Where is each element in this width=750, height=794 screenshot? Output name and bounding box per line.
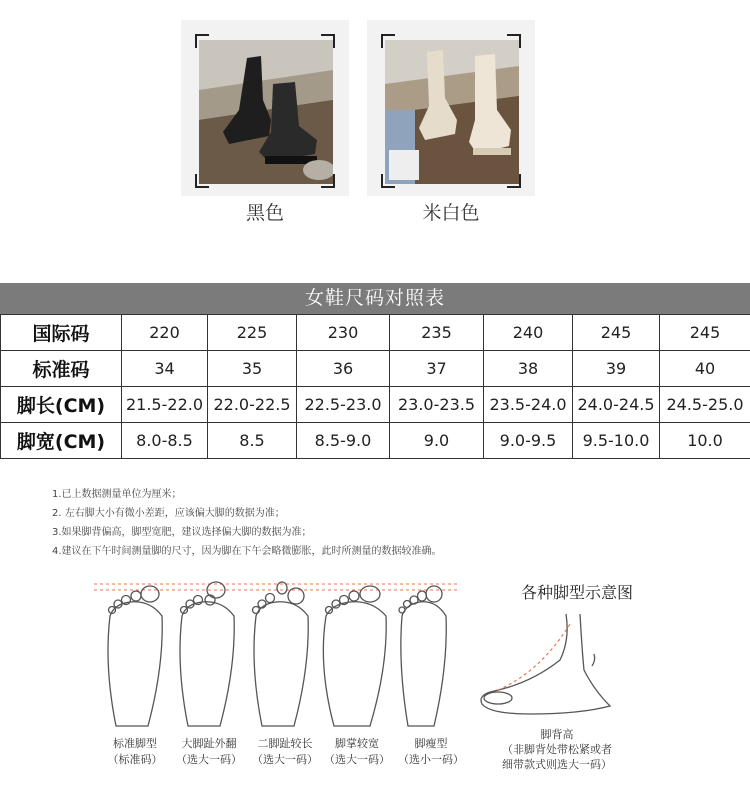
foot-type-advice: （标准码） [107, 753, 163, 766]
frame-corner [381, 34, 395, 48]
table-cell: 23.5-24.0 [484, 387, 573, 423]
foot-type-long-second-toe [245, 736, 325, 768]
frame-corner [195, 174, 209, 188]
black-boots-image [199, 40, 333, 184]
note-line: 4.建议在下午时间测量脚的尺寸，因为脚在下午会略微膨胀，此时所测量的数据较准确。 [52, 546, 442, 557]
instep-advice-line: 细带款式则选大一码） [502, 758, 612, 771]
foot-type-bunion [169, 736, 249, 768]
foot-type-advice: （选大一码） [176, 753, 242, 766]
foot-type-wide [317, 736, 397, 768]
color-label-beige: 米白色 [422, 202, 480, 224]
color-label-black: 黑色 [245, 202, 284, 224]
high-instep-label [483, 727, 631, 772]
table-cell: 22.0-22.5 [208, 387, 297, 423]
foot-type-thin [391, 736, 471, 768]
table-cell: 235 [390, 315, 484, 351]
foot-types-title: 各种脚型示意图 [521, 583, 634, 602]
table-cell: 9.0 [390, 423, 484, 459]
note-line: 1.已上数据测量单位为厘米； [52, 489, 182, 500]
table-cell: 8.5 [208, 423, 297, 459]
row-header: 脚长(CM) [1, 387, 122, 423]
table-cell: 23.0-23.5 [390, 387, 484, 423]
table-cell: 245 [573, 315, 660, 351]
instep-advice-line: （非脚背处带松紧或者 [502, 743, 612, 756]
size-chart-title: 女鞋尺码对照表 [0, 283, 750, 314]
product-photo-beige [367, 20, 535, 196]
table-cell: 40 [660, 351, 750, 387]
table-cell: 38 [484, 351, 573, 387]
table-cell: 24.0-24.5 [573, 387, 660, 423]
table-row [1, 351, 750, 387]
foot-type-name: 二脚趾较长 [257, 737, 313, 750]
table-cell: 240 [484, 315, 573, 351]
table-cell: 220 [122, 315, 208, 351]
table-cell: 36 [297, 351, 390, 387]
table-cell: 35 [208, 351, 297, 387]
table-cell: 8.0-8.5 [122, 423, 208, 459]
foot-type-standard [95, 736, 175, 768]
product-photo-black [181, 20, 349, 196]
frame-corner [321, 174, 335, 188]
frame-corner [321, 34, 335, 48]
table-cell: 10.0 [660, 423, 750, 459]
foot-type-name: 标准脚型 [113, 737, 157, 750]
note-line: 2. 左右脚大小有微小差距，应该偏大脚的数据为准； [52, 508, 285, 519]
foot-type-advice: （选大一码） [252, 753, 318, 766]
table-cell: 9.0-9.5 [484, 423, 573, 459]
instep-name: 脚背高 [540, 728, 574, 741]
size-chart-table [0, 314, 750, 459]
beige-boots-image [385, 40, 519, 184]
table-row [1, 315, 750, 351]
foot-type-advice: （选大一码） [324, 753, 390, 766]
foot-types-illustration [90, 576, 470, 736]
frame-corner [507, 34, 521, 48]
table-cell: 8.5-9.0 [297, 423, 390, 459]
row-header: 国际码 [1, 315, 122, 351]
table-cell: 230 [297, 315, 390, 351]
high-instep-illustration [470, 610, 630, 720]
table-cell: 34 [122, 351, 208, 387]
table-cell: 39 [573, 351, 660, 387]
foot-type-name: 大脚趾外翻 [181, 737, 237, 750]
table-cell: 225 [208, 315, 297, 351]
table-cell: 22.5-23.0 [297, 387, 390, 423]
row-header: 标准码 [1, 351, 122, 387]
table-cell: 9.5-10.0 [573, 423, 660, 459]
foot-type-name: 脚瘦型 [414, 737, 448, 750]
table-cell: 245 [660, 315, 750, 351]
frame-corner [195, 34, 209, 48]
measurement-notes [52, 485, 442, 561]
foot-type-advice: （选小一码） [398, 753, 464, 766]
table-cell: 21.5-22.0 [122, 387, 208, 423]
row-header: 脚宽(CM) [1, 423, 122, 459]
table-cell: 37 [390, 351, 484, 387]
frame-corner [507, 174, 521, 188]
frame-corner [381, 174, 395, 188]
note-line: 3.如果脚背偏高，脚型宽肥，建议选择偏大脚的数据为准； [52, 527, 312, 538]
table-row [1, 423, 750, 459]
foot-type-name: 脚掌较宽 [335, 737, 379, 750]
table-cell: 24.5-25.0 [660, 387, 750, 423]
table-row [1, 387, 750, 423]
